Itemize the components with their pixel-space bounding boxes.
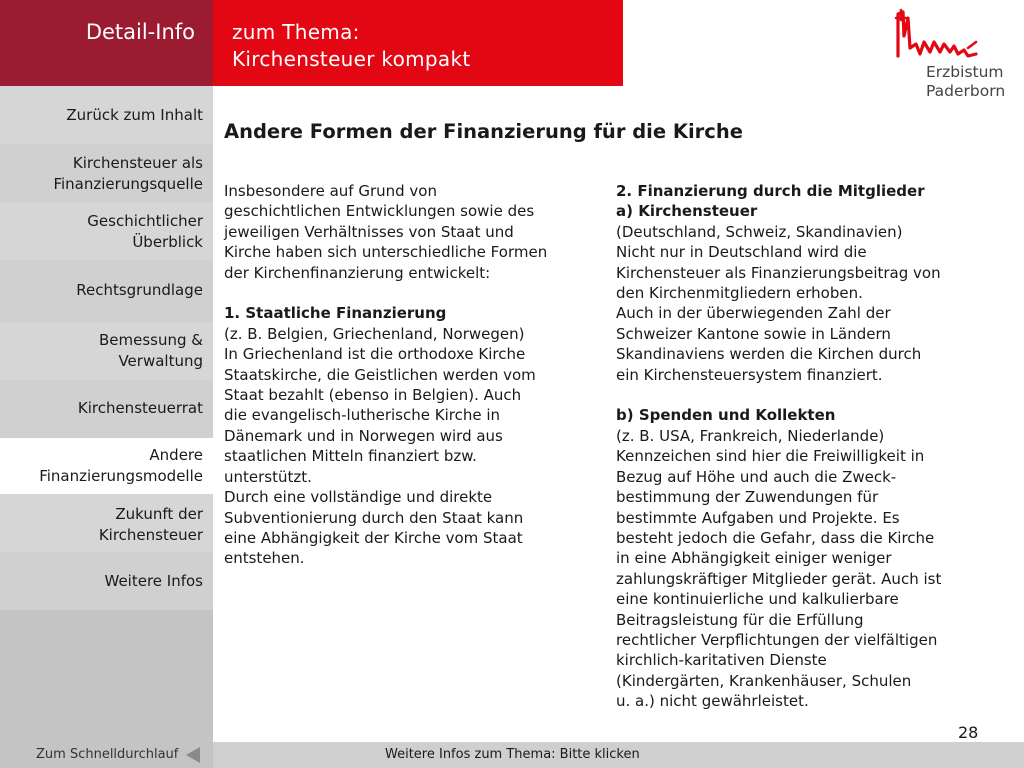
weitere-infos-link[interactable]: Weitere Infos zum Thema: Bitte klicken [385, 747, 640, 762]
sidebar-item-geschichtlicher-ueberblick[interactable] [0, 202, 213, 260]
topic-line-1: zum Thema: [232, 20, 360, 44]
sidebar-item-bemessung-verwaltung[interactable] [0, 322, 213, 380]
sidebar-item-kirchensteuerrat[interactable] [0, 380, 213, 438]
footer-bar [0, 742, 1024, 768]
sidebar-item-label: Geschichtlicher [87, 212, 203, 230]
erzbistum-logo [890, 6, 1015, 106]
sidebar-item-label: Überblick [132, 233, 203, 251]
sidebar-item-label: Kirchensteuer als [72, 154, 203, 172]
topic-line-2: Kirchensteuer kompakt [232, 47, 471, 71]
page-number: 28 [958, 723, 979, 742]
triangle-left-icon[interactable] [186, 747, 200, 763]
sidebar-item-rechtsgrundlage[interactable] [0, 260, 213, 322]
schnelldurchlauf-link[interactable]: Zum Schnelldurchlauf [36, 747, 179, 762]
topic-header [213, 0, 623, 86]
sidebar-item-label: Verwaltung [118, 352, 203, 370]
logo-line-1: Erzbistum [926, 63, 1004, 81]
staatliche-finanzierung-text: (z. B. Belgien, Griechenland, Norwegen) In Griechenland ist die orthodoxe Kirche Staatskirche, die Geistlichen werden vom Staat bezahlt (ebenso in Belgien). Auch die evangelisch-lutherische Kirche in Dänemark und in Norwegen wird aus staatlichen Mitteln finanziert bzw. unterstützt. Durch eine vollständige und direkte Subventionierung durch den Staat kann eine Abhängigkeit der Kirche vom Staat entstehen. [224, 324, 536, 568]
heading-kirchensteuer: a) Kirchensteuer [616, 202, 758, 221]
sidebar-item-kirchensteuer-finanzierungsquelle[interactable] [0, 144, 213, 202]
sidebar-item-weitere-infos[interactable] [0, 552, 213, 610]
sidebar-item-label: Finanzierungsmodelle [39, 467, 203, 485]
heading-spenden-kollekten: b) Spenden und Kollekten [616, 406, 836, 425]
sidebar-item-zurueck[interactable] [0, 86, 213, 144]
heading-staatliche-finanzierung: 1. Staatliche Finanzierung [224, 304, 447, 323]
kirchensteuer-text: (Deutschland, Schweiz, Skandinavien) Nicht nur in Deutschland wird die Kirchensteuer als Finanzierungsbeitrag von den Kirchenmitgliedern erhoben. Auch in der überwiegenden Zahl der Schweizer Kantone sowie in Ländern Skandinaviens werden die Kirchen durch ein Kirchensteuersystem finanziert. [616, 222, 941, 384]
sidebar-item-label: Kirchensteuerrat [77, 399, 203, 417]
sidebar-item-label: Rechtsgrundlage [76, 281, 203, 299]
content-column-left [224, 181, 604, 569]
logo-line-2: Paderborn [926, 82, 1006, 100]
sidebar-item-andere-finanzierungsmodelle[interactable] [0, 438, 213, 494]
sidebar-item-label: Kirchensteuer [98, 526, 203, 544]
cathedral-icon [890, 6, 990, 66]
sidebar-item-label: Finanzierungsquelle [53, 175, 203, 193]
content-column-right [616, 181, 1006, 712]
section-header [0, 0, 213, 86]
sidebar-item-label: Bemessung & [99, 331, 203, 349]
sidebar-item-label: Zukunft der [115, 505, 203, 523]
sidebar-item-label: Zurück zum Inhalt [66, 106, 203, 124]
sidebar-item-label: Andere [149, 446, 203, 464]
page-title: Andere Formen der Finanzierung für die Kirche [224, 120, 743, 143]
section-title: Detail-Info [85, 20, 195, 44]
intro-text: Insbesondere auf Grund von geschichtlichen Entwicklungen sowie des jeweiligen Verhältnisses von Staat und Kirche haben sich unterschiedliche Formen der Kirchenfinanzierung entwickelt: [224, 182, 548, 282]
heading-finanzierung-mitglieder: 2. Finanzierung durch die Mitglieder [616, 182, 925, 200]
sidebar-item-zukunft-kirchensteuer[interactable] [0, 494, 213, 552]
spenden-kollekten-text: (z. B. USA, Frankreich, Niederlande) Kennzeichen sind hier die Freiwilligkeit in Bezug auf Höhe und auch die Zweck- bestimmung der Zuwendungen für bestimmte Aufgaben und Projekte. Es besteht jedoch die Gefahr, dass die Kirche in eine Abhängigkeit einiger weniger zahlungskräftiger Mitglieder gerät. Auch ist eine kontinuierliche und kalkulierbare Beitragsleistung für die Erfüllung rechtlicher Verpflichtungen der vielfältigen kirchlich-karitativen Dienste (Kindergärten, Krankenhäuser, Schulen u. a.) nicht gewährleistet. [616, 426, 942, 711]
sidebar-item-label: Weitere Infos [104, 572, 203, 590]
